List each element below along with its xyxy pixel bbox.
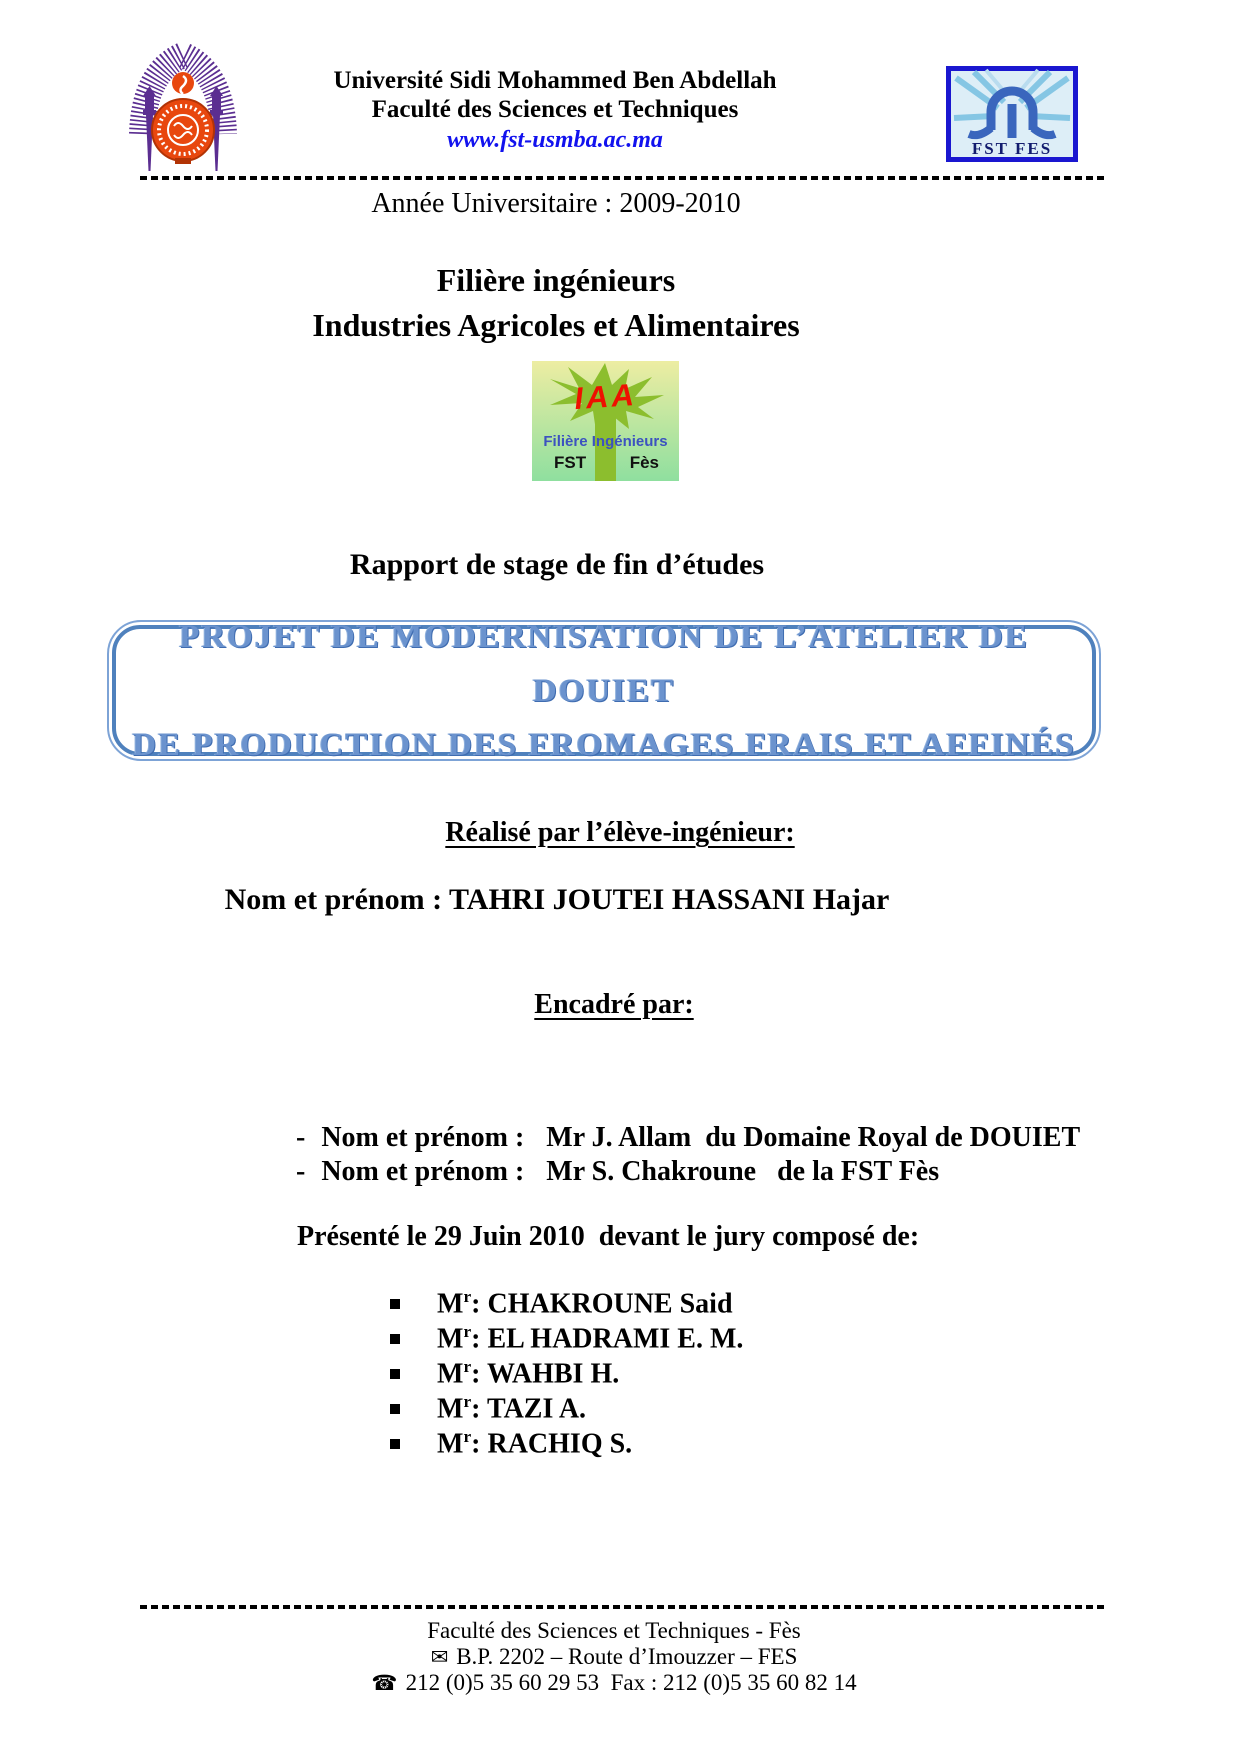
report-type: Rapport de stage de fin d’études bbox=[349, 548, 765, 581]
program-line1: Filière ingénieurs bbox=[436, 262, 676, 298]
dash-bullet: - bbox=[296, 1122, 306, 1153]
title-box bbox=[107, 620, 1101, 761]
title-line2: DE PRODUCTION DES FROMAGES FRAIS ET AFFINÉS bbox=[132, 726, 1076, 763]
fst-fes-logo bbox=[946, 66, 1078, 162]
jury-member-name: WAHBI H. bbox=[486, 1358, 620, 1390]
jury-member: $M^r$: CHAKROUNE Said bbox=[390, 1286, 743, 1321]
dash-bullet: - bbox=[296, 1156, 306, 1187]
jury-member: $M^r$: TAZI A. bbox=[390, 1391, 743, 1426]
bullet-square-icon bbox=[390, 1439, 400, 1449]
jury-member-name: RACHIQ S. bbox=[487, 1428, 633, 1460]
iaa-fes-text: Fès bbox=[629, 453, 659, 472]
fst-fes-logo-text: FST FES bbox=[971, 139, 1053, 158]
university-name: Université Sidi Mohammed Ben Abdellah bbox=[333, 67, 777, 94]
header-institution-block bbox=[250, 66, 860, 154]
footer-faculty: Faculté des Sciences et Techniques - Fès bbox=[427, 1618, 801, 1643]
author-name-line: Nom et prénom : TAHRI JOUTEI HASSANI Hajar bbox=[224, 883, 890, 916]
jury-member: $M^r$: RACHIQ S. bbox=[390, 1426, 743, 1461]
supervisor-value: Mr S. Chakroune de la FST Fès bbox=[546, 1156, 940, 1187]
jury-list bbox=[390, 1286, 743, 1461]
footer-phone: 212 (0)5 35 60 29 53 Fax : 212 (0)5 35 60 82 14 bbox=[405, 1670, 857, 1695]
footer-phone-line bbox=[0, 1670, 1228, 1696]
jury-member-name: TAZI A. bbox=[486, 1393, 587, 1425]
mail-icon: ✉ bbox=[430, 1645, 449, 1669]
jury-member: $M^r$: EL HADRAMI E. M. bbox=[390, 1321, 743, 1356]
iaa-acronym: IAA bbox=[573, 376, 638, 417]
bullet-square-icon bbox=[390, 1334, 400, 1344]
supervisor-row bbox=[268, 1124, 939, 1220]
supervisor-value: Mr J. Allam du Domaine Royal de DOUIET bbox=[546, 1122, 1081, 1153]
supervisor-label: Nom et prénom : bbox=[321, 1156, 525, 1187]
bullet-square-icon bbox=[390, 1369, 400, 1379]
website-link[interactable]: www.fst-usmba.ac.ma bbox=[447, 127, 663, 153]
program-line2: Industries Agricoles et Alimentaires bbox=[312, 307, 800, 343]
university-emblem-icon bbox=[122, 38, 244, 176]
bullet-square-icon bbox=[390, 1404, 400, 1414]
bullet-square-icon bbox=[390, 1299, 400, 1309]
academic-year: Année Universitaire : 2009-2010 bbox=[371, 188, 741, 219]
footer-address-line bbox=[0, 1644, 1228, 1670]
jury-member: $M^r$: WAHBI H. bbox=[390, 1356, 743, 1391]
iaa-fst-text: FST bbox=[554, 453, 587, 472]
usmba-logo-graphic bbox=[122, 38, 244, 176]
fst-fes-logo-graphic bbox=[946, 66, 1078, 162]
supervisors-heading: Encadré par: bbox=[534, 989, 694, 1020]
author-heading: Réalisé par l’élève-ingénieur: bbox=[445, 817, 795, 848]
program-block bbox=[0, 258, 1112, 348]
header-divider bbox=[140, 176, 1105, 180]
footer-divider bbox=[140, 1605, 1105, 1609]
jury-intro: Présenté le 29 Juin 2010 devant le jury composé de: bbox=[297, 1221, 920, 1252]
phone-icon: ☎ bbox=[371, 1671, 398, 1695]
iaa-filiere-logo bbox=[532, 361, 679, 481]
footer-address: B.P. 2202 – Route d’Imouzzer – FES bbox=[456, 1644, 798, 1669]
supervisor-label: Nom et prénom : bbox=[321, 1122, 525, 1153]
faculty-name: Faculté des Sciences et Techniques bbox=[371, 96, 739, 123]
jury-member-name: CHAKROUNE Said bbox=[487, 1288, 733, 1320]
iaa-filiere-text: Filière Ingénieurs bbox=[543, 433, 668, 450]
title-line1: PROJET DE MODERNISATION DE L’ATELIER DE DOUIET bbox=[179, 618, 1029, 709]
jury-member-name: EL HADRAMI E. M. bbox=[487, 1323, 744, 1355]
